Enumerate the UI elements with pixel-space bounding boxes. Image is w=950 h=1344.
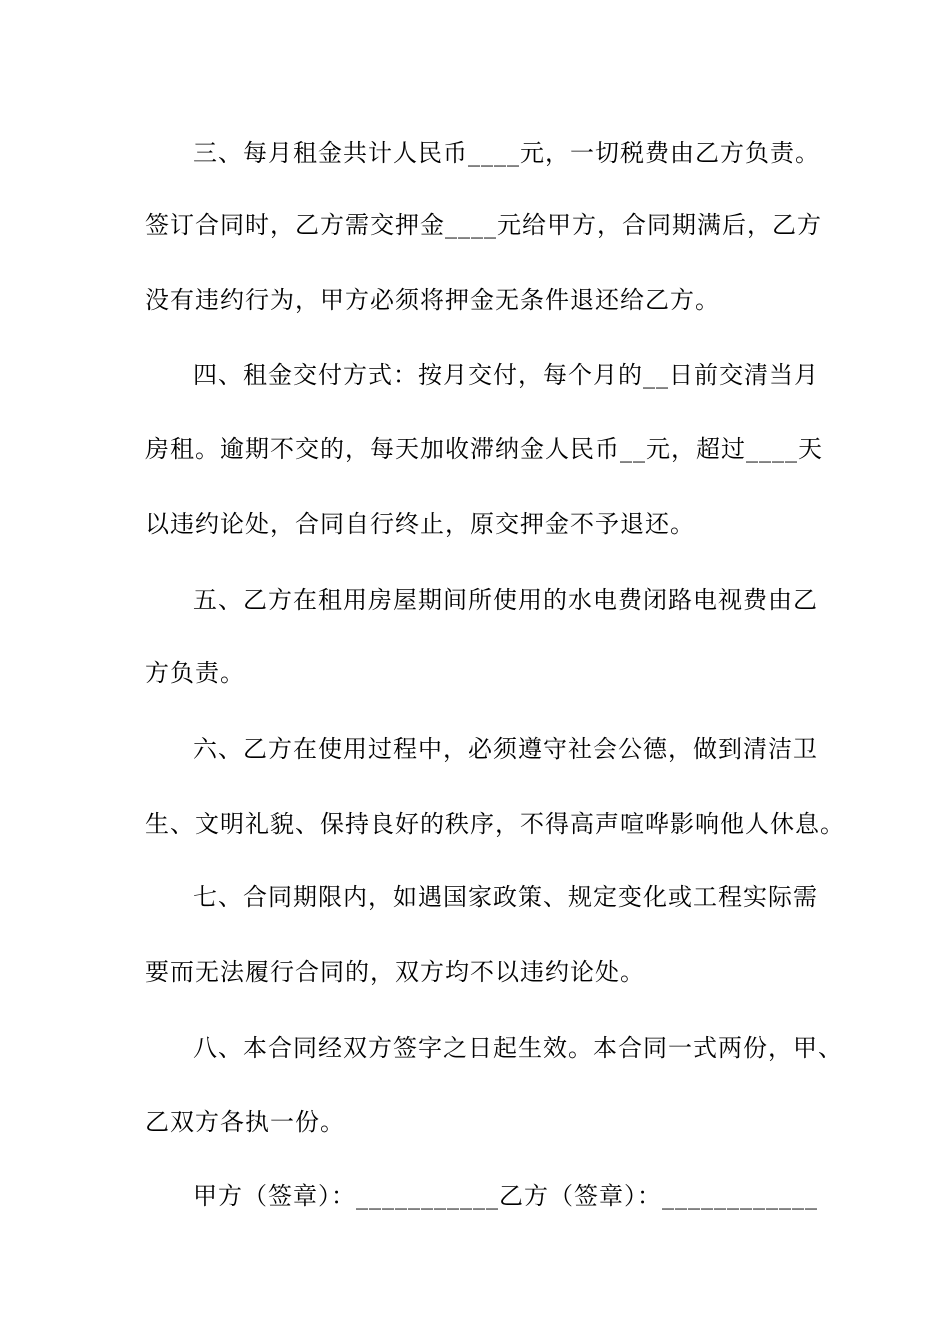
clause-3-line-3: 没有违约行为，甲方必须将押金无条件退还给乙方。 xyxy=(145,286,720,314)
clause-7-line-1: 七、合同期限内，如遇国家政策、规定变化或工程实际需 xyxy=(193,883,818,911)
clause-5-line-2: 方负责。 xyxy=(145,659,245,687)
clause-4-line-1: 四、租金交付方式：按月交付，每个月的__日前交清当月 xyxy=(193,361,819,389)
clause-4-line-2: 房租。逾期不交的，每天加收滞纳金人民币__元，超过____天 xyxy=(145,435,823,463)
clause-7-line-2: 要而无法履行合同的，双方均不以违约论处。 xyxy=(145,958,645,986)
clause-5-line-1: 五、乙方在租用房屋期间所使用的水电费闭路电视费由乙 xyxy=(193,586,818,614)
clause-3-line-2: 签订合同时，乙方需交押金____元给甲方，合同期满后，乙方 xyxy=(145,211,822,239)
clause-3-line-1: 三、每月租金共计人民币____元，一切税费由乙方负责。 xyxy=(193,139,820,167)
signature-line: 甲方（签章）：___________乙方（签章）：____________ xyxy=(193,1182,818,1210)
clause-6-line-2: 生、文明礼貌、保持良好的秩序，不得高声喧哗影响他人休息。 xyxy=(145,810,845,838)
clause-6-line-1: 六、乙方在使用过程中，必须遵守社会公德，做到清洁卫 xyxy=(193,735,818,763)
clause-8-line-2: 乙双方各执一份。 xyxy=(145,1108,345,1136)
clause-4-line-3: 以违约论处，合同自行终止，原交押金不予退还。 xyxy=(145,510,695,538)
clause-8-line-1: 八、本合同经双方签字之日起生效。本合同一式两份，甲、 xyxy=(193,1034,843,1062)
